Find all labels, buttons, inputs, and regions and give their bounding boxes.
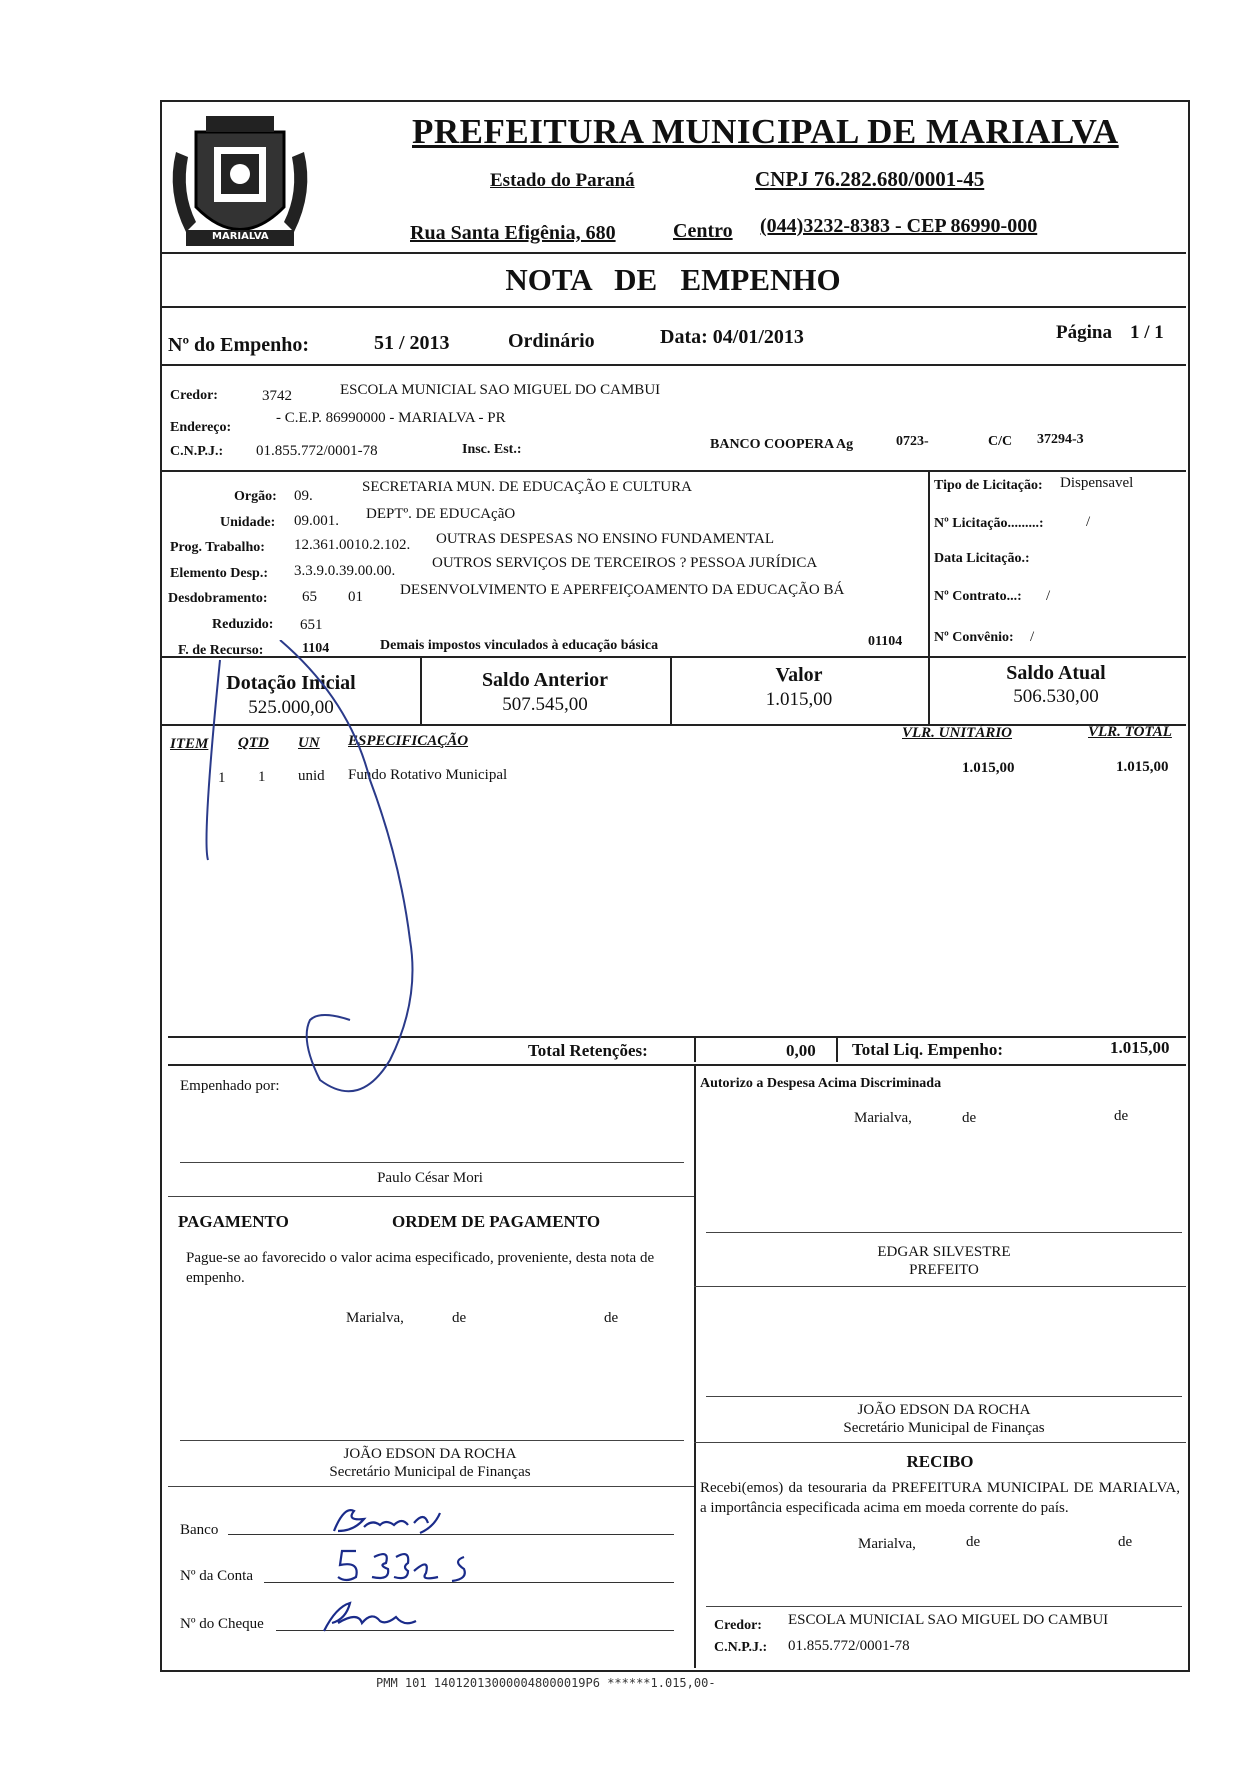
data-licitacao-label: Data Licitação.: [934,551,1030,566]
prefeito-name: EDGAR SILVESTRE [877,1244,1011,1260]
cnpj-label: C.N.P.J.: [170,444,224,459]
banco-value: BANCO COOPERA Ag [710,437,854,452]
row-unit: 1.015,00 [962,760,1015,776]
desdob-code1: 65 [302,589,317,605]
empenho-date: Data: 04/01/2013 [660,326,804,348]
recurso-value: Demais impostos vinculados à educação básica [380,638,659,653]
row-total: 1.015,00 [1116,759,1169,775]
saldo-anterior-value: 507.545,00 [502,694,588,715]
prog-code: 12.361.0010.2.102. [294,537,411,553]
header-state: Estado do Paraná [490,170,635,191]
document-title: NOTA DE EMPENHO [505,262,841,297]
col-header-total: VLR. TOTAL [1088,724,1172,740]
pen-stroke-annotation [200,640,500,1140]
recibo-title: RECIBO [906,1452,974,1471]
credor-label: Credor: [170,388,218,403]
footer-code: PMM 101 140120130000048000019P6 ******1.015,00- [376,1676,716,1690]
municipal-seal [166,112,314,262]
desdob-label: Desdobramento: [168,591,268,606]
cc-value: 37294-3 [1037,432,1084,447]
desdob-code2: 01 [348,589,363,605]
page-label: Página [1056,322,1112,343]
num-licitacao-label: Nº Licitação.........: [934,516,1044,531]
col-header-un: UN [298,735,320,751]
cnpj-value: 01.855.772/0001-78 [256,443,378,459]
banco-handwriting [324,1501,444,1541]
tipo-licitacao-value: Dispensavel [1060,475,1134,491]
recibo-cnpj-label: C.N.P.J.: [714,1640,768,1655]
pagamento-de2: de [604,1310,619,1326]
empenho-label: Nº do Empenho: [168,334,310,356]
row-item: 1 [218,770,226,786]
orgao-code: 09. [294,488,313,504]
saldo-atual-label: Saldo Atual [1006,662,1106,684]
elem-value: OUTROS SERVIÇOS DE TERCEIROS ? PESSOA JURÍDICA [432,555,818,571]
banco-field-input[interactable] [228,1534,674,1535]
prog-label: Prog. Trabalho: [170,540,265,555]
recibo-credor-value: ESCOLA MUNICIAL SAO MIGUEL DO CAMBUI [788,1612,1109,1628]
retencoes-label: Total Retenções: [528,1041,648,1060]
recibo-de1: de [966,1534,981,1550]
autorizo-city: Marialva, [854,1110,912,1126]
valor-label: Valor [775,664,823,686]
autorizo-de2: de [1114,1108,1129,1124]
col-header-item: ITEM [170,736,209,752]
tipo-licitacao-label: Tipo de Licitação: [934,478,1043,493]
dotacao-label: Dotação Inicial [226,672,356,694]
page-number: 1 / 1 [1130,322,1164,343]
cheque-field-label: Nº do Cheque [180,1616,264,1632]
header-address: Rua Santa Efigênia, 680 [410,222,616,244]
banco-field-label: Banco [180,1522,219,1538]
reduzido-label: Reduzido: [212,617,274,632]
endereco-label: Endereço: [170,420,232,435]
recibo-cnpj-value: 01.855.772/0001-78 [788,1638,910,1654]
liquido-label: Total Liq. Empenho: [852,1040,1003,1059]
saldo-anterior-label: Saldo Anterior [481,669,609,691]
header-phone-cep: (044)3232-8383 - CEP 86990-000 [760,215,1038,237]
row-qtd: 1 [258,769,266,785]
conta-handwriting [334,1543,494,1587]
retencoes-value: 0,00 [786,1041,816,1060]
unidade-code: 09.001. [294,513,339,529]
col-header-qtd: QTD [238,735,269,751]
recurso-code: 1104 [302,641,330,656]
agencia-value: 0723- [896,434,929,449]
contrato-label: Nº Contrato...: [934,589,1022,604]
header-neighborhood: Centro [673,220,733,242]
empenhado-name: Paulo César Mori [377,1170,483,1186]
saldo-atual-value: 506.530,00 [1013,686,1099,707]
recurso-number: 01104 [868,634,903,649]
col-header-unit: VLR. UNITÁRIO [902,725,1013,741]
seal-label: MARIALVA [212,231,269,242]
convenio-label: Nº Convênio: [934,630,1014,645]
row-un: unid [298,768,325,784]
prog-value: OUTRAS DESPESAS NO ENSINO FUNDAMENTAL [436,531,774,547]
orgao-label: Orgão: [234,489,277,504]
unidade-label: Unidade: [220,515,276,530]
autorizo-de1: de [962,1110,977,1126]
conta-field-input[interactable] [264,1582,674,1583]
cheque-handwriting [316,1597,426,1635]
recibo-city: Marialva, [858,1536,916,1552]
pagamento-sig-name: JOÃO EDSON DA ROCHA [343,1446,517,1462]
convenio-value: / [1030,629,1035,645]
header-cnpj: CNPJ 76.282.680/0001-45 [755,167,985,191]
endereco-value: - C.E.P. 86990000 - MARIALVA - PR [276,410,506,426]
reduzido-value: 651 [300,617,323,633]
pagamento-text: Pague-se ao favorecido o valor acima especificado, proveniente, desta nota de empenho. [186,1250,655,1286]
row-espec: Fundo Rotativo Municipal [348,767,508,783]
recurso-label: F. de Recurso: [178,643,264,658]
empenho-number: 51 / 2013 [374,332,450,354]
elem-label: Elemento Desp.: [170,566,268,581]
orgao-value: SECRETARIA MUN. DE EDUCAÇÃO E CULTURA [362,479,692,495]
credor-code: 3742 [262,388,292,404]
pagamento-city: Marialva, [346,1310,404,1326]
col-header-espec: ESPECIFICAÇÃO [348,733,469,749]
elem-code: 3.3.9.0.39.00.00. [294,563,396,579]
contrato-value: / [1046,588,1051,604]
desdob-value: DESENVOLVIMENTO E APERFEIÇOAMENTO DA EDUCAÇÃO BÁ [400,582,845,598]
dotacao-value: 525.000,00 [248,697,334,718]
pagamento-label: PAGAMENTO [178,1212,289,1231]
empenho-type: Ordinário [508,330,595,352]
prefeito-role: PREFEITO [909,1262,979,1278]
cc-label: C/C [988,434,1013,449]
insc-label: Insc. Est.: [462,442,522,457]
pagamento-de1: de [452,1310,467,1326]
financas-role: Secretário Municipal de Finanças [843,1420,1045,1436]
empenhado-label: Empenhado por: [180,1078,280,1094]
recibo-credor-label: Credor: [714,1618,762,1633]
unidade-value: DEPTº. DE EDUCAçãO [366,506,516,522]
pagamento-sig-role: Secretário Municipal de Finanças [329,1464,531,1480]
num-licitacao-value: / [1086,514,1091,530]
autorizo-label: Autorizo a Despesa Acima Discriminada [700,1076,942,1091]
header-title: PREFEITURA MUNICIPAL DE MARIALVA [412,112,1119,151]
cheque-field-input[interactable] [276,1630,674,1631]
ordem-pagamento-label: ORDEM DE PAGAMENTO [392,1212,601,1231]
credor-name: ESCOLA MUNICIAL SAO MIGUEL DO CAMBUI [340,382,661,398]
valor-value: 1.015,00 [765,689,833,710]
conta-field-label: Nº da Conta [180,1568,253,1584]
recibo-de2: de [1118,1534,1133,1550]
recibo-text: Recebi(emos) da tesouraria da PREFEITURA MUNICIPAL DE MARIALVA, a importância especificada acima em moeda corrente do país. [700,1480,1180,1516]
financas-name: JOÃO EDSON DA ROCHA [857,1402,1031,1418]
liquido-value: 1.015,00 [1110,1038,1170,1057]
